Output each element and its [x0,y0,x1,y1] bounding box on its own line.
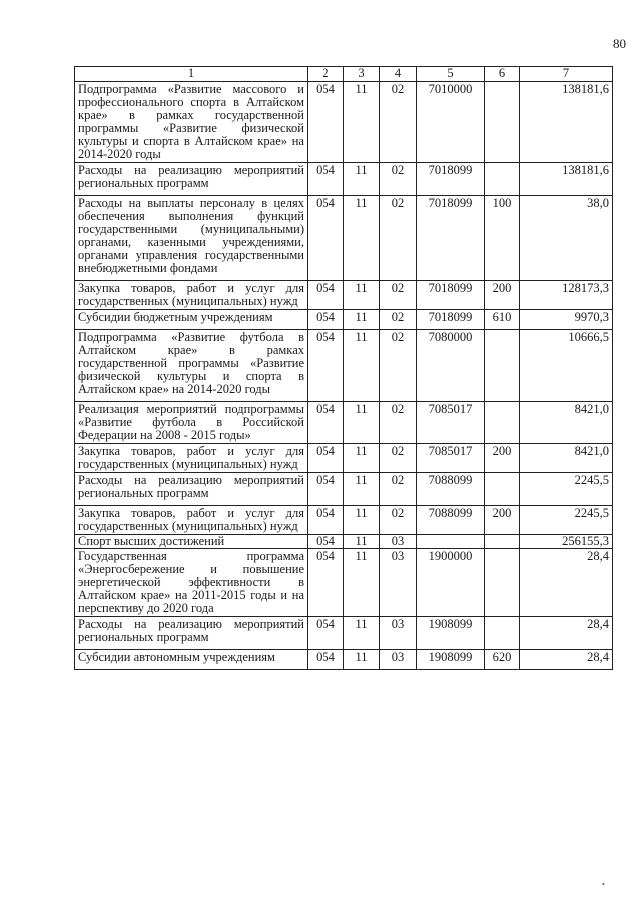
row-value-cell: 138181,6 [520,82,613,163]
table-row [75,549,613,617]
row-name-cell: Подпрограмма «Развитие массового и профессионального спорта в Алтайском крае» в рамках государственной программы «Развитие физической культуры и спорта в Алтайском крае» на 2014-2020 годы [75,82,308,163]
row-name-cell: Подпрограмма «Развитие футбола в Алтайском крае» в рамках государственной программы «Развитие физической культуры и спорта в Алтайском крае» на 2014-2020 годы [75,330,308,402]
row-value-cell [485,473,520,506]
table-row [75,444,613,473]
row-value-cell: 7018099 [417,310,485,330]
row-value-cell: 28,4 [520,617,613,650]
row-value-cell: 11 [344,310,380,330]
row-value-cell: 11 [344,163,380,196]
row-value-cell: 11 [344,535,380,549]
row-name-cell: Расходы на реализацию мероприятий региональных программ [75,163,308,196]
table-row [75,163,613,196]
row-value-cell: 100 [485,196,520,281]
row-value-cell: 02 [380,444,417,473]
row-name-cell: Закупка товаров, работ и услуг для государственных (муниципальных) нужд [75,281,308,310]
row-value-cell [485,163,520,196]
row-value-cell: 1908099 [417,650,485,670]
row-value-cell: 054 [308,549,344,617]
row-name-cell: Субсидии бюджетным учреждениям [75,310,308,330]
column-header: 4 [380,67,417,82]
row-value-cell: 03 [380,535,417,549]
row-value-cell: 054 [308,82,344,163]
column-header: 5 [417,67,485,82]
row-value-cell: 11 [344,402,380,444]
row-value-cell: 11 [344,82,380,163]
row-value-cell: 02 [380,82,417,163]
row-value-cell: 11 [344,473,380,506]
row-value-cell: 1908099 [417,617,485,650]
row-value-cell: 02 [380,506,417,535]
row-value-cell: 02 [380,310,417,330]
row-name-cell: Спорт высших достижений [75,535,308,549]
table-row [75,617,613,650]
row-value-cell: 054 [308,402,344,444]
row-value-cell: 054 [308,163,344,196]
table-row [75,650,613,670]
row-value-cell [485,82,520,163]
table-row [75,535,613,549]
row-value-cell: 054 [308,506,344,535]
row-value-cell: 02 [380,402,417,444]
row-value-cell: 7088099 [417,473,485,506]
row-value-cell: 7018099 [417,163,485,196]
column-header: 6 [485,67,520,82]
table-row [75,473,613,506]
row-value-cell: 200 [485,444,520,473]
row-value-cell: 7018099 [417,196,485,281]
table-header-row [75,67,613,82]
row-value-cell: 7088099 [417,506,485,535]
row-value-cell: 7085017 [417,402,485,444]
row-value-cell: 11 [344,650,380,670]
row-value-cell: 02 [380,473,417,506]
row-value-cell: 1900000 [417,549,485,617]
table-row [75,506,613,535]
row-name-cell: Расходы на реализацию мероприятий региональных программ [75,473,308,506]
row-value-cell: 11 [344,196,380,281]
table-row [75,330,613,402]
row-value-cell: 054 [308,196,344,281]
row-value-cell: 11 [344,281,380,310]
table-row [75,82,613,163]
row-value-cell: 256155,3 [520,535,613,549]
row-value-cell: 054 [308,617,344,650]
row-value-cell: 03 [380,549,417,617]
row-value-cell: 054 [308,444,344,473]
row-name-cell: Реализация мероприятий подпрограммы «Развитие футбола в Российской Федерации на 2008 - 2015 годы» [75,402,308,444]
row-name-cell: Расходы на реализацию мероприятий региональных программ [75,617,308,650]
row-value-cell: 11 [344,549,380,617]
row-value-cell: 054 [308,330,344,402]
row-value-cell: 7080000 [417,330,485,402]
row-value-cell: 200 [485,281,520,310]
row-value-cell: 7010000 [417,82,485,163]
row-value-cell: 9970,3 [520,310,613,330]
row-value-cell: 03 [380,650,417,670]
row-value-cell: 10666,5 [520,330,613,402]
column-header: 3 [344,67,380,82]
row-value-cell: 7085017 [417,444,485,473]
row-value-cell: 02 [380,163,417,196]
row-value-cell: 02 [380,281,417,310]
scan-speck: • [602,880,605,889]
row-value-cell: 38,0 [520,196,613,281]
row-value-cell: 28,4 [520,650,613,670]
table-row [75,196,613,281]
row-value-cell: 054 [308,535,344,549]
row-value-cell: 02 [380,330,417,402]
row-value-cell: 138181,6 [520,163,613,196]
row-value-cell [485,617,520,650]
budget-table [74,66,613,670]
row-name-cell: Субсидии автономным учреждениям [75,650,308,670]
row-value-cell: 128173,3 [520,281,613,310]
row-value-cell: 28,4 [520,549,613,617]
row-value-cell: 11 [344,617,380,650]
row-value-cell: 8421,0 [520,444,613,473]
row-value-cell: 2245,5 [520,473,613,506]
row-value-cell [485,330,520,402]
row-value-cell: 02 [380,196,417,281]
row-value-cell: 8421,0 [520,402,613,444]
table-row [75,402,613,444]
row-name-cell: Государственная программа «Энергосбережение и повышение энергетической эффективности в Алтайском крае» на 2011-2015 годы и на перспективу до 2020 года [75,549,308,617]
row-value-cell: 11 [344,330,380,402]
row-name-cell: Закупка товаров, работ и услуг для государственных (муниципальных) нужд [75,506,308,535]
row-value-cell: 054 [308,650,344,670]
column-header: 2 [308,67,344,82]
row-value-cell: 7018099 [417,281,485,310]
row-value-cell: 054 [308,281,344,310]
column-header: 7 [520,67,613,82]
table-row [75,310,613,330]
row-value-cell [485,535,520,549]
row-value-cell [485,549,520,617]
table-body [75,82,613,670]
row-value-cell: 11 [344,506,380,535]
column-header: 1 [75,67,308,82]
row-value-cell: 2245,5 [520,506,613,535]
row-value-cell: 620 [485,650,520,670]
row-value-cell: 054 [308,473,344,506]
row-name-cell: Расходы на выплаты персоналу в целях обеспечения выполнения функций государственными (муниципальными) органами, казенными учреждениями, органами управления государственными внебюджетными фондами [75,196,308,281]
row-name-cell: Закупка товаров, работ и услуг для государственных (муниципальных) нужд [75,444,308,473]
table-row [75,281,613,310]
row-value-cell: 11 [344,444,380,473]
row-value-cell: 610 [485,310,520,330]
row-value-cell [417,535,485,549]
row-value-cell: 03 [380,617,417,650]
row-value-cell [485,402,520,444]
row-value-cell: 200 [485,506,520,535]
page-number: 80 [613,36,626,51]
row-value-cell: 054 [308,310,344,330]
